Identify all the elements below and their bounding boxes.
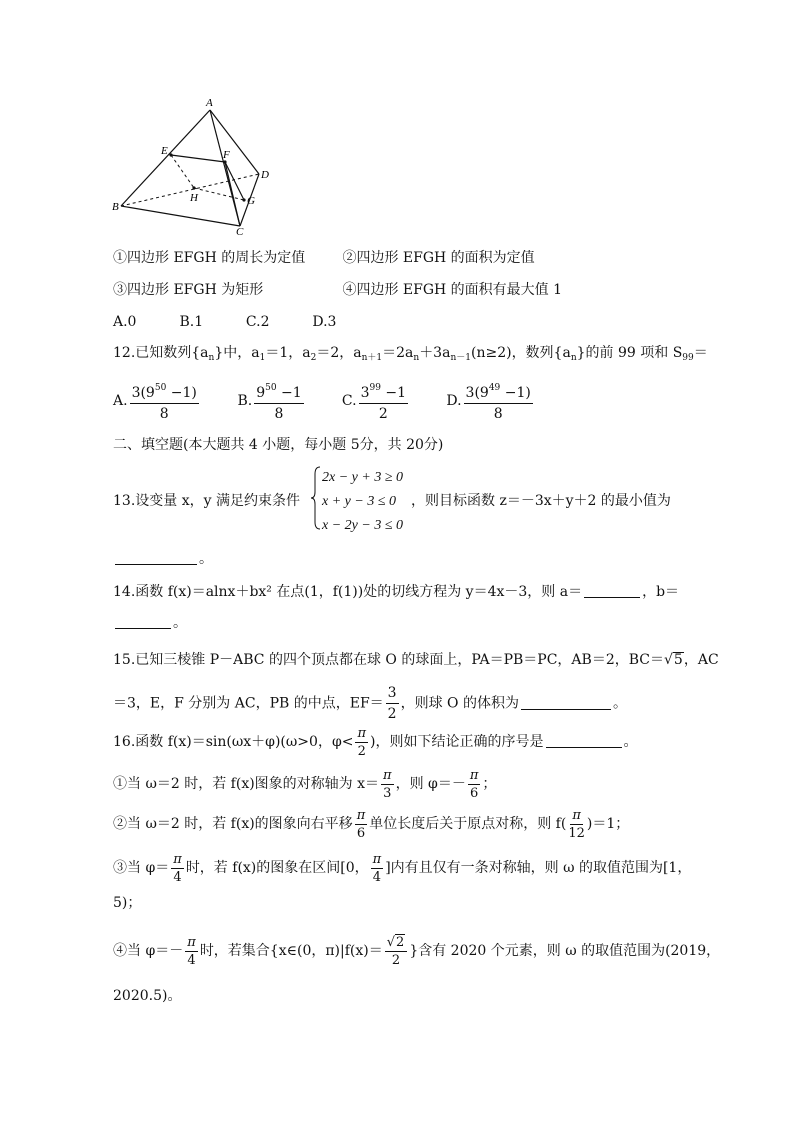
q13-constraint-system bbox=[322, 466, 403, 538]
edge-eh-hidden bbox=[171, 155, 194, 188]
q15-answer-blank[interactable] bbox=[521, 695, 611, 710]
q15-line-2: ＝3，E，F 分别为 AC，PB 的中点，EF＝ $\frac{3}{2}$ ，则球 O 的体积为 。 bbox=[113, 685, 627, 722]
point-h bbox=[192, 186, 195, 189]
label-h: H bbox=[190, 192, 198, 204]
q13-answer-blank[interactable] bbox=[115, 550, 197, 565]
q12-options bbox=[113, 378, 535, 424]
q11-option-c: C.2 bbox=[245, 314, 270, 330]
left-brace-icon bbox=[311, 466, 321, 530]
q13-constraint-2: x + y − 3 ≤ 0 bbox=[322, 494, 397, 509]
edge-fc bbox=[225, 162, 240, 226]
edge-hg-hidden bbox=[194, 188, 244, 200]
q11-statement-2: ②四边形 EFGH 的面积为定值 bbox=[342, 250, 535, 266]
label-c: C bbox=[236, 226, 244, 236]
q16-stem: 16.函数 f(x)＝sin(ωx＋φ)(ω>0，φ< $\frac{\pi}{2}$ )，则如下结论正确的序号是 。 bbox=[113, 725, 638, 759]
point-g bbox=[242, 198, 245, 201]
q11-statement-3: ③四边形 EFGH 为矩形 bbox=[113, 282, 264, 298]
q13-prefix: 13.设变量 x，y 满足约束条件 bbox=[113, 493, 300, 509]
q12-option-d: D. $\frac{3(9^{49} -1)}{8}$ bbox=[446, 378, 534, 424]
label-b: B bbox=[112, 201, 119, 213]
q14-blank-a[interactable] bbox=[584, 583, 640, 598]
q16-statement-4: ④当 φ＝－ $\frac{\pi}{4}$ 时，若集合{x∈(0，π)|f(x)＝ $\frac{√2}{2}$ }含有 2020 个元素，则 ω 的取值范围为(2019， bbox=[113, 934, 721, 968]
q11-options bbox=[113, 312, 336, 332]
section-fill-in-heading: 二、填空题(本大题共 4 小题，每小题 5分，共 20分) bbox=[113, 437, 444, 453]
q12-option-c: C. $\frac{3^{99} -1}{2}$ bbox=[342, 378, 442, 424]
q11-row-1 bbox=[113, 248, 535, 268]
edge-ef bbox=[171, 155, 225, 162]
label-a: A bbox=[206, 97, 213, 109]
q13-suffix: ，则目标函数 z＝－3x＋y＋2 的最小值为 bbox=[411, 493, 671, 509]
q13-answer-line: 。 bbox=[113, 549, 213, 569]
label-f: F bbox=[223, 149, 230, 161]
q14-line-2: 。 bbox=[113, 613, 187, 633]
q11-option-a: A.0 bbox=[113, 314, 137, 330]
q13-constraint-3: x − 2y − 3 ≤ 0 bbox=[322, 518, 404, 533]
q11-option-d: D.3 bbox=[312, 314, 337, 330]
q12-option-b: B. $\frac{9^{50} -1}{8}$ bbox=[237, 378, 337, 424]
label-e: E bbox=[161, 145, 168, 157]
q14-blank-b[interactable] bbox=[115, 614, 171, 629]
q15-line-1: 15.已知三棱锥 P－ABC 的四个顶点都在球 O 的球面上，PA＝PB＝PC，AB＝2，BC＝√5，AC bbox=[113, 652, 719, 668]
edge-ad bbox=[210, 110, 259, 174]
q16-statement-3: ③当 φ＝ $\frac{\pi}{4}$ 时，若 f(x)的图象在区间[0， $\frac{\pi}{4}$ ]内有且仅有一条对称轴，则 ω 的取值范围为[1， bbox=[113, 851, 692, 885]
q11-statement-1: ①四边形 EFGH 的周长为定值 bbox=[113, 250, 306, 266]
q16-answer-blank[interactable] bbox=[546, 733, 622, 748]
label-g: G bbox=[247, 195, 255, 207]
q12-option-a: A. $\frac{3(9^{50} -1)}{8}$ bbox=[113, 378, 233, 424]
q16-statement-2: ②当 ω＝2 时，若 f(x)的图象向右平移 $\frac{\pi}{6}$ 单位长度后关于原点对称，则 f( $\frac{\pi}{12}$ )＝1； bbox=[113, 807, 630, 841]
q13-constraint-1: 2x − y + 3 ≥ 0 bbox=[322, 470, 404, 485]
q16-statement-3-cont: 5)； bbox=[113, 895, 142, 911]
q11-statement-4: ④四边形 EFGH 的面积有最大值 1 bbox=[342, 282, 563, 298]
point-e bbox=[169, 153, 172, 156]
label-d: D bbox=[261, 169, 269, 181]
q16-statement-4-cont: 2020.5)。 bbox=[113, 988, 182, 1004]
q14-line-1: 14.函数 f(x)＝alnx＋bx² 在点(1，f(1))处的切线方程为 y＝4x－3，则 a＝ ，b＝ bbox=[113, 584, 680, 600]
tetrahedron-figure bbox=[108, 96, 278, 236]
q16-statement-1: ①当 ω＝2 时，若 f(x)图象的对称轴为 x＝ $\frac{\pi}{3}$ ，则 φ＝－ $\frac{\pi}{6}$ ； bbox=[113, 767, 497, 801]
q11-option-b: B.1 bbox=[179, 314, 204, 330]
edge-bc bbox=[121, 206, 240, 226]
q12-stem: 12.已知数列$\{a_n\}$中，$a_1=1$，$a_2=2$，$a_{n+1}=2a_n+3a_{n-1}(n\ge 2)$，数列$\{a_n\}$的前 99 项和 $S_{99}=$ bbox=[113, 345, 708, 363]
q11-row-2 bbox=[113, 280, 562, 300]
